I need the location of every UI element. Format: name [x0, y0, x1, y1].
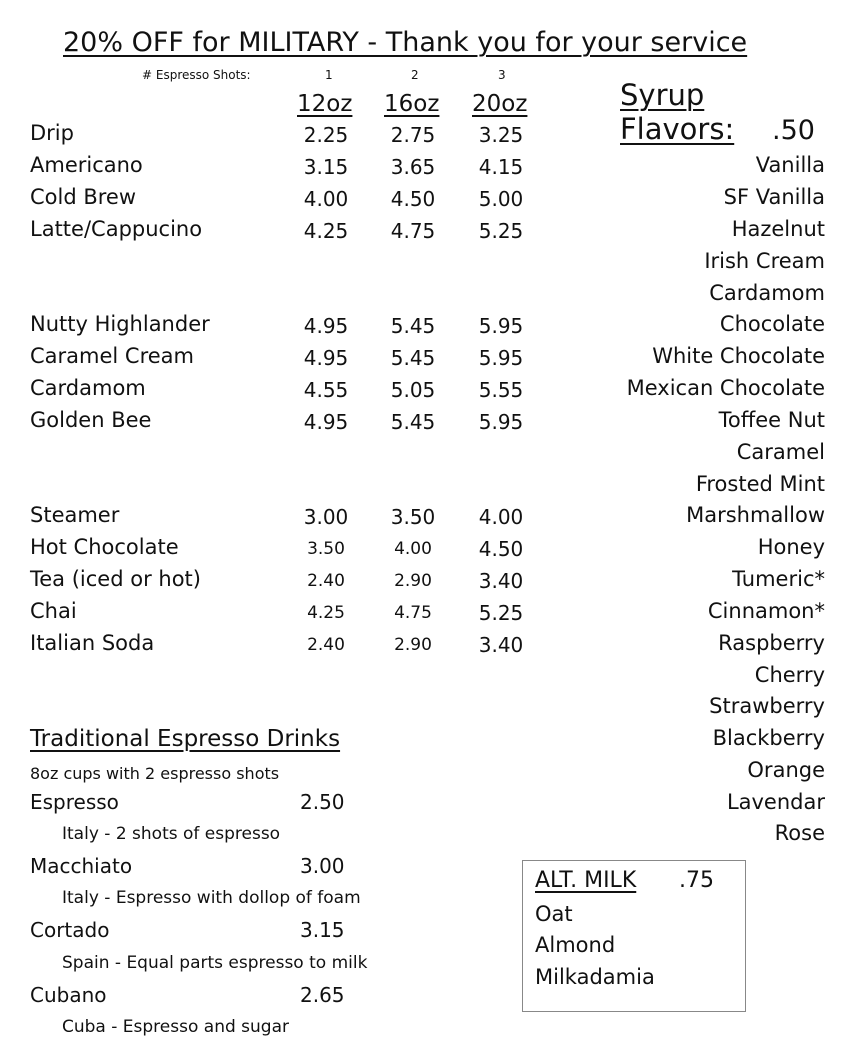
drink-price-20oz: 5.00: [478, 187, 524, 211]
drink-price-20oz: 3.25: [478, 123, 524, 147]
syrup-flavor: White Chocolate: [652, 344, 825, 368]
espresso-shots-label: # Espresso Shots:: [142, 68, 251, 82]
drink-price-16oz: 2.90: [394, 571, 432, 591]
syrup-flavor: Strawberry: [709, 694, 825, 718]
drink-name: Hot Chocolate: [30, 535, 179, 559]
alt-milk-price: .75: [679, 868, 714, 893]
drink-price-16oz: 4.75: [390, 219, 436, 243]
drink-price-16oz: 5.45: [390, 346, 436, 370]
drink-price-20oz: 5.95: [478, 410, 524, 434]
syrup-flavor: Cherry: [754, 663, 825, 687]
traditional-drink-description: Italy - 2 shots of espresso: [62, 824, 281, 844]
drink-name: Cardamom: [30, 376, 146, 400]
drink-price-16oz: 3.50: [390, 505, 436, 529]
drink-name: Golden Bee: [30, 408, 152, 432]
drink-price-20oz: 5.55: [478, 378, 524, 402]
traditional-drink-price: 2.65: [300, 983, 345, 1007]
drink-price-12oz: 4.95: [303, 346, 349, 370]
drink-price-16oz: 5.05: [390, 378, 436, 402]
drink-price-16oz: 2.75: [390, 123, 436, 147]
syrup-flavor: Mexican Chocolate: [626, 376, 825, 400]
syrup-flavor: Hazelnut: [731, 217, 825, 241]
syrup-flavor: Frosted Mint: [695, 472, 825, 496]
drink-name: Tea (iced or hot): [30, 567, 201, 591]
syrup-flavor: Lavendar: [726, 790, 825, 814]
drink-price-20oz: 5.95: [478, 346, 524, 370]
drink-price-12oz: 4.25: [303, 219, 349, 243]
traditional-drink-name: Cortado: [30, 918, 110, 942]
drink-price-12oz: 3.00: [303, 505, 349, 529]
syrup-title-line2: Flavors:: [620, 112, 735, 146]
syrup-flavor: Raspberry: [718, 631, 825, 655]
syrup-flavor: Chocolate: [719, 312, 825, 336]
syrup-price: .50: [772, 115, 815, 146]
syrup-flavor: Blackberry: [712, 726, 825, 750]
size-header-16oz: 16oz: [384, 91, 440, 117]
drink-price-16oz: 4.75: [394, 603, 432, 623]
drink-price-20oz: 4.00: [478, 505, 524, 529]
drink-name: Latte/Cappucino: [30, 217, 203, 241]
drink-price-12oz: 4.95: [303, 410, 349, 434]
drink-price-20oz: 5.95: [478, 314, 524, 338]
drink-price-16oz: 4.00: [394, 539, 432, 559]
drink-name: Caramel Cream: [30, 344, 195, 368]
syrup-flavor: Orange: [747, 758, 825, 782]
alt-milk-option: Oat: [535, 902, 573, 926]
drink-name: Chai: [30, 599, 77, 623]
alt-milk-title: ALT. MILK: [535, 868, 637, 893]
syrup-flavor: Rose: [774, 821, 825, 845]
syrup-flavor: Tumeric*: [732, 567, 825, 591]
traditional-section-subtitle: 8oz cups with 2 espresso shots: [30, 764, 280, 783]
drink-price-12oz: 4.55: [303, 378, 349, 402]
drink-name: Italian Soda: [30, 631, 155, 655]
traditional-drink-name: Espresso: [30, 790, 119, 814]
drink-price-20oz: 3.40: [478, 633, 524, 657]
drink-price-12oz: 3.15: [303, 155, 349, 179]
drink-price-12oz: 4.00: [303, 187, 349, 211]
traditional-section-title: Traditional Espresso Drinks: [30, 726, 341, 752]
traditional-drink-price: 2.50: [300, 790, 345, 814]
syrup-title-line1: Syrup: [620, 78, 705, 112]
drink-name: Nutty Highlander: [30, 312, 210, 336]
drink-price-12oz: 2.25: [303, 123, 349, 147]
drink-price-16oz: 3.65: [390, 155, 436, 179]
size-header-12oz: 12oz: [297, 91, 353, 117]
drink-name: Drip: [30, 121, 74, 145]
syrup-flavor: Irish Cream: [704, 249, 825, 273]
drink-price-20oz: 4.15: [478, 155, 524, 179]
syrup-flavor: Vanilla: [755, 153, 825, 177]
drink-price-20oz: 4.50: [478, 537, 524, 561]
syrup-flavor: Marshmallow: [686, 503, 825, 527]
drink-price-20oz: 3.40: [478, 569, 524, 593]
syrup-flavor: Honey: [757, 535, 825, 559]
alt-milk-option: Milkadamia: [535, 965, 655, 989]
drink-price-12oz: 2.40: [307, 571, 345, 591]
drink-price-20oz: 5.25: [478, 219, 524, 243]
shots-count-16oz: 2: [411, 68, 419, 82]
drink-price-16oz: 2.90: [394, 635, 432, 655]
syrup-flavor: Toffee Nut: [718, 408, 825, 432]
drink-price-12oz: 3.50: [307, 539, 345, 559]
drink-price-16oz: 4.50: [390, 187, 436, 211]
traditional-drink-price: 3.00: [300, 854, 345, 878]
drink-price-16oz: 5.45: [390, 410, 436, 434]
syrup-flavor: SF Vanilla: [723, 185, 825, 209]
alt-milk-option: Almond: [535, 933, 616, 957]
traditional-drink-name: Macchiato: [30, 854, 133, 878]
size-header-20oz: 20oz: [472, 91, 528, 117]
syrup-flavor: Cinnamon*: [707, 599, 825, 623]
traditional-drink-name: Cubano: [30, 983, 107, 1007]
syrup-flavors-title: [620, 78, 734, 146]
drink-price-12oz: 4.25: [307, 603, 345, 623]
traditional-drink-description: Italy - Espresso with dollop of foam: [62, 888, 361, 908]
traditional-drink-description: Cuba - Espresso and sugar: [62, 1017, 289, 1037]
drink-price-20oz: 5.25: [478, 601, 524, 625]
drink-price-16oz: 5.45: [390, 314, 436, 338]
drink-name: Cold Brew: [30, 185, 137, 209]
drink-price-12oz: 2.40: [307, 635, 345, 655]
traditional-drink-description: Spain - Equal parts espresso to milk: [62, 953, 368, 973]
drink-name: Steamer: [30, 503, 120, 527]
banner-heading: 20% OFF for MILITARY - Thank you for your service: [63, 27, 748, 58]
drink-name: Americano: [30, 153, 143, 177]
shots-count-12oz: 1: [325, 68, 333, 82]
drink-price-12oz: 4.95: [303, 314, 349, 338]
traditional-drink-price: 3.15: [300, 918, 345, 942]
shots-count-20oz: 3: [498, 68, 506, 82]
syrup-flavor: Cardamom: [709, 281, 825, 305]
syrup-flavor: Caramel: [736, 440, 825, 464]
